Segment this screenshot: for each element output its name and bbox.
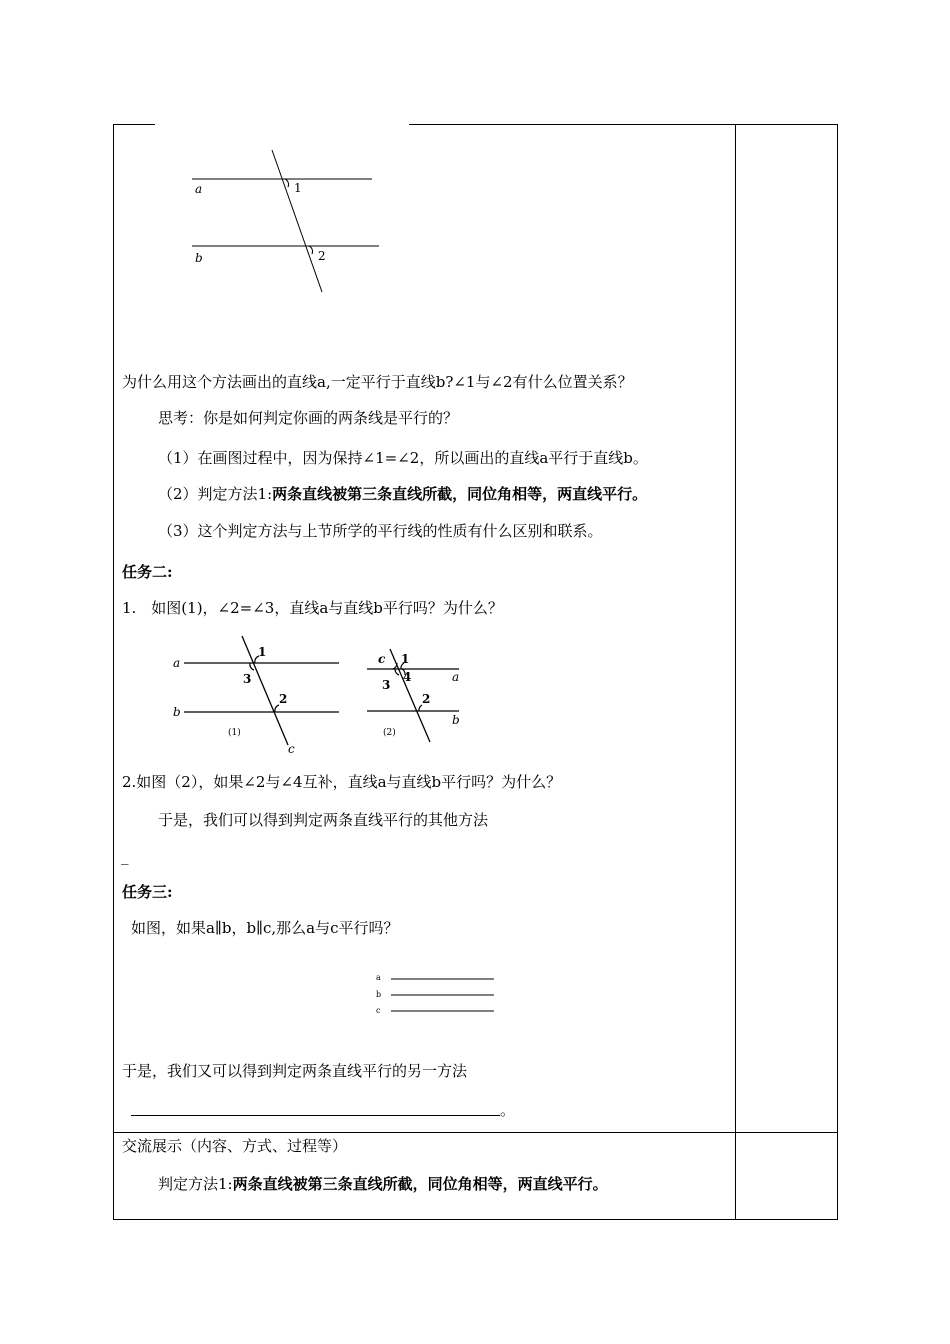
fig1-label-b: b — [173, 705, 181, 719]
fig1-angle-3: 3 — [243, 672, 252, 686]
bottom-border — [113, 1219, 837, 1220]
task3-label-a: a — [376, 973, 381, 982]
fig2-angle-2: 2 — [422, 692, 431, 706]
task2-conclusion: 于是，我们可以得到判定两条直线平行的其他方法 — [158, 811, 489, 829]
fig2-angle-4: 4 — [403, 670, 412, 684]
row-divider — [113, 1132, 837, 1133]
diagram1-label-b: b — [195, 251, 203, 265]
task3-label-b: b — [376, 990, 382, 999]
fig2-angle-3: 3 — [382, 678, 391, 692]
think-line: 思考：你是如何判定你画的两条线是平行的？ — [158, 409, 459, 427]
fig2-angle-1: 1 — [401, 652, 410, 666]
item-3: （3）这个判定方法与上节所学的平行线的性质有什么区别和联系。 — [158, 522, 603, 540]
fig1-label-a: a — [173, 656, 181, 670]
task2-blank: _ — [121, 847, 129, 865]
item-1: （1）在画图过程中，因为保持∠1=∠2，所以画出的直线a平行于直线b。 — [158, 449, 648, 467]
fig1-angle-1: 1 — [258, 645, 267, 659]
figure-1-diagram — [170, 632, 345, 757]
task2-question-2: 2.如图（2），如果∠2与∠4互补，直线a与直线b平行吗？为什么？ — [122, 773, 562, 791]
task2-title: 任务二: — [122, 563, 173, 581]
question-line: 为什么用这个方法画出的直线a,一定平行于直线b?∠1与∠2有什么位置关系？ — [122, 373, 633, 391]
fig2-caption: (2) — [383, 728, 396, 738]
diagram1-label-a: a — [195, 182, 203, 196]
task3-label-c: c — [376, 1006, 381, 1015]
right-border — [837, 124, 838, 1220]
fig2-label-c: c — [378, 652, 386, 666]
column-divider — [735, 124, 736, 1220]
top-border-right — [409, 124, 837, 125]
fig1-caption: (1) — [228, 728, 241, 738]
exchange-prefix: 判定方法1: — [158, 1175, 233, 1193]
exchange-bold: 两条直线被第三条直线所截，同位角相等，两直线平行。 — [232, 1175, 608, 1193]
fig1-angle-2: 2 — [279, 692, 288, 706]
exchange-method — [158, 1174, 608, 1194]
task3-title: 任务三: — [122, 883, 173, 901]
task2-question-1: 1. 如图(1)，∠2=∠3，直线a与直线b平行吗？为什么？ — [122, 599, 503, 617]
item-2-bold: 两条直线被第三条直线所截，同位角相等，两直线平行。 — [272, 485, 648, 503]
diagram1-angle-2: 2 — [318, 249, 326, 263]
task3-conclusion: 于是，我们又可以得到判定两条直线平行的另一方法 — [122, 1062, 468, 1080]
top-border-left — [113, 124, 155, 125]
fig2-label-b: b — [452, 713, 460, 727]
item-2 — [158, 484, 647, 504]
figure-2-diagram — [365, 645, 475, 750]
item-2-prefix: （2）判定方法1: — [158, 485, 273, 503]
answer-blank-line — [131, 1115, 500, 1116]
diagram1-angle-1: 1 — [294, 181, 302, 195]
fig1-label-c: c — [288, 742, 295, 756]
exchange-title: 交流展示（内容、方式、过程等） — [122, 1137, 348, 1155]
task3-question: 如图，如果a∥b，b∥c,那么a与c平行吗？ — [131, 919, 399, 937]
left-border — [113, 124, 114, 1220]
fig2-label-a: a — [452, 670, 460, 684]
answer-end-mark: 。 — [500, 1101, 516, 1119]
three-parallel-lines-diagram — [372, 970, 502, 1018]
parallel-lines-diagram-1 — [185, 145, 395, 300]
